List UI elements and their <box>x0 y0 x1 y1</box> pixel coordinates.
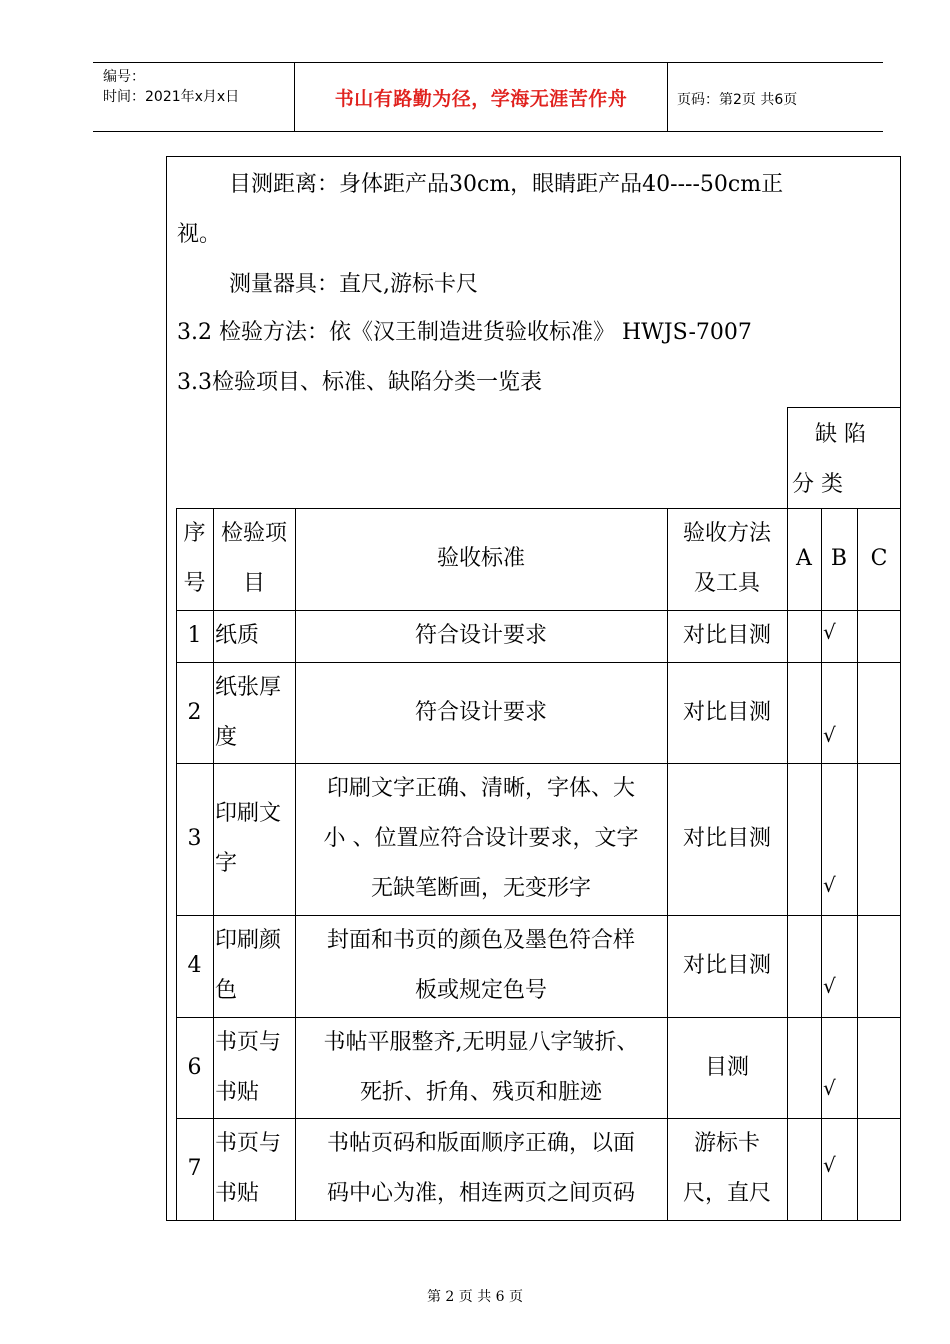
table-cell-method: 目测 <box>704 1054 749 1080</box>
header-standard: 验收标准 <box>436 546 525 571</box>
table-cell-standard: 符合设计要求 <box>414 623 547 648</box>
paragraph-inspection-method: 3.2 检验方法：依《汉王制造进货验收标准》 HWJS-7007 <box>177 320 752 345</box>
table-cell-item: 书页与 书贴 <box>215 1029 282 1105</box>
code-label: 编号： <box>103 69 145 85</box>
defect-header-line2: 分 类 <box>792 472 843 497</box>
table-cell-seq: 4 <box>187 953 202 978</box>
header-seq: 序 号 <box>183 521 206 596</box>
table-cell-item: 纸质 <box>215 623 260 648</box>
header-motto: 书山有路勤为径，学海无涯苦作舟 <box>334 87 628 110</box>
page-header <box>93 62 883 132</box>
paragraph-viewing-distance-cont: 视。 <box>177 222 222 247</box>
time-label: 时间：2021年x月x日 <box>103 89 240 105</box>
table-cell-method: 对比目测 <box>682 953 771 978</box>
table-cell-method: 对比目测 <box>682 623 771 648</box>
paragraph-table-title: 3.3检验项目、标准、缺陷分类一览表 <box>177 370 542 395</box>
check-mark-b: √ <box>823 620 836 644</box>
table-line <box>787 407 901 408</box>
table-cell-method: 对比目测 <box>682 826 771 851</box>
table-cell-seq: 2 <box>187 699 202 725</box>
table-cell-method: 对比目测 <box>682 699 771 725</box>
check-mark-b: √ <box>823 1153 836 1177</box>
check-mark-b: √ <box>823 723 836 747</box>
table-cell-standard: 符合设计要求 <box>414 699 547 725</box>
header-item: 检验项 目 <box>220 521 287 596</box>
check-mark-b: √ <box>823 873 836 897</box>
table-cell-standard: 书帖平服整齐,无明显八字皱折、 死折、折角、残页和脏迹 <box>323 1029 639 1105</box>
defect-header-line1: 缺 陷 <box>815 422 866 447</box>
check-mark-b: √ <box>823 974 836 998</box>
page-footer: 第 2 页 共 6 页 <box>426 1289 524 1305</box>
table-cell-standard: 封面和书页的颜色及墨色符合样 板或规定色号 <box>326 928 635 1003</box>
table-cell-standard: 印刷文字正确、清晰，字体、大 小 、位置应符合设计要求，文字 无缺笔断画，无变形字 <box>323 776 639 901</box>
table-cell-item: 书页与 书贴 <box>215 1131 282 1206</box>
paragraph-viewing-distance: 目测距离：身体距产品30cm，眼睛距产品40----50cm正 <box>229 172 784 197</box>
check-mark-b: √ <box>823 1076 836 1100</box>
table-cell-item: 印刷文 字 <box>215 801 282 876</box>
table-cell-seq: 6 <box>187 1054 202 1080</box>
header-b: B <box>830 546 848 571</box>
header-c: C <box>870 546 888 571</box>
table-line <box>821 508 822 1220</box>
header-divider <box>667 63 668 131</box>
table-cell-seq: 1 <box>187 623 202 648</box>
header-page-info: 页码：第2页 共6页 <box>677 92 798 108</box>
table-cell-seq: 3 <box>187 826 202 851</box>
header-a: A <box>796 546 812 571</box>
table-cell-item: 印刷颜 色 <box>215 928 282 1003</box>
header-method: 验收方法 及工具 <box>682 521 771 596</box>
table-cell-item: 纸张厚 度 <box>215 674 282 750</box>
header-meta <box>103 67 239 107</box>
table-cell-method: 游标卡 尺，直尺 <box>682 1131 771 1206</box>
table-cell-seq: 7 <box>187 1156 202 1181</box>
paragraph-measuring-tools: 测量器具：直尺,游标卡尺 <box>229 272 478 297</box>
table-line <box>857 508 858 1220</box>
table-cell-standard: 书帖页码和版面顺序正确，以面 码中心为准，相连两页之间页码 <box>326 1131 635 1206</box>
